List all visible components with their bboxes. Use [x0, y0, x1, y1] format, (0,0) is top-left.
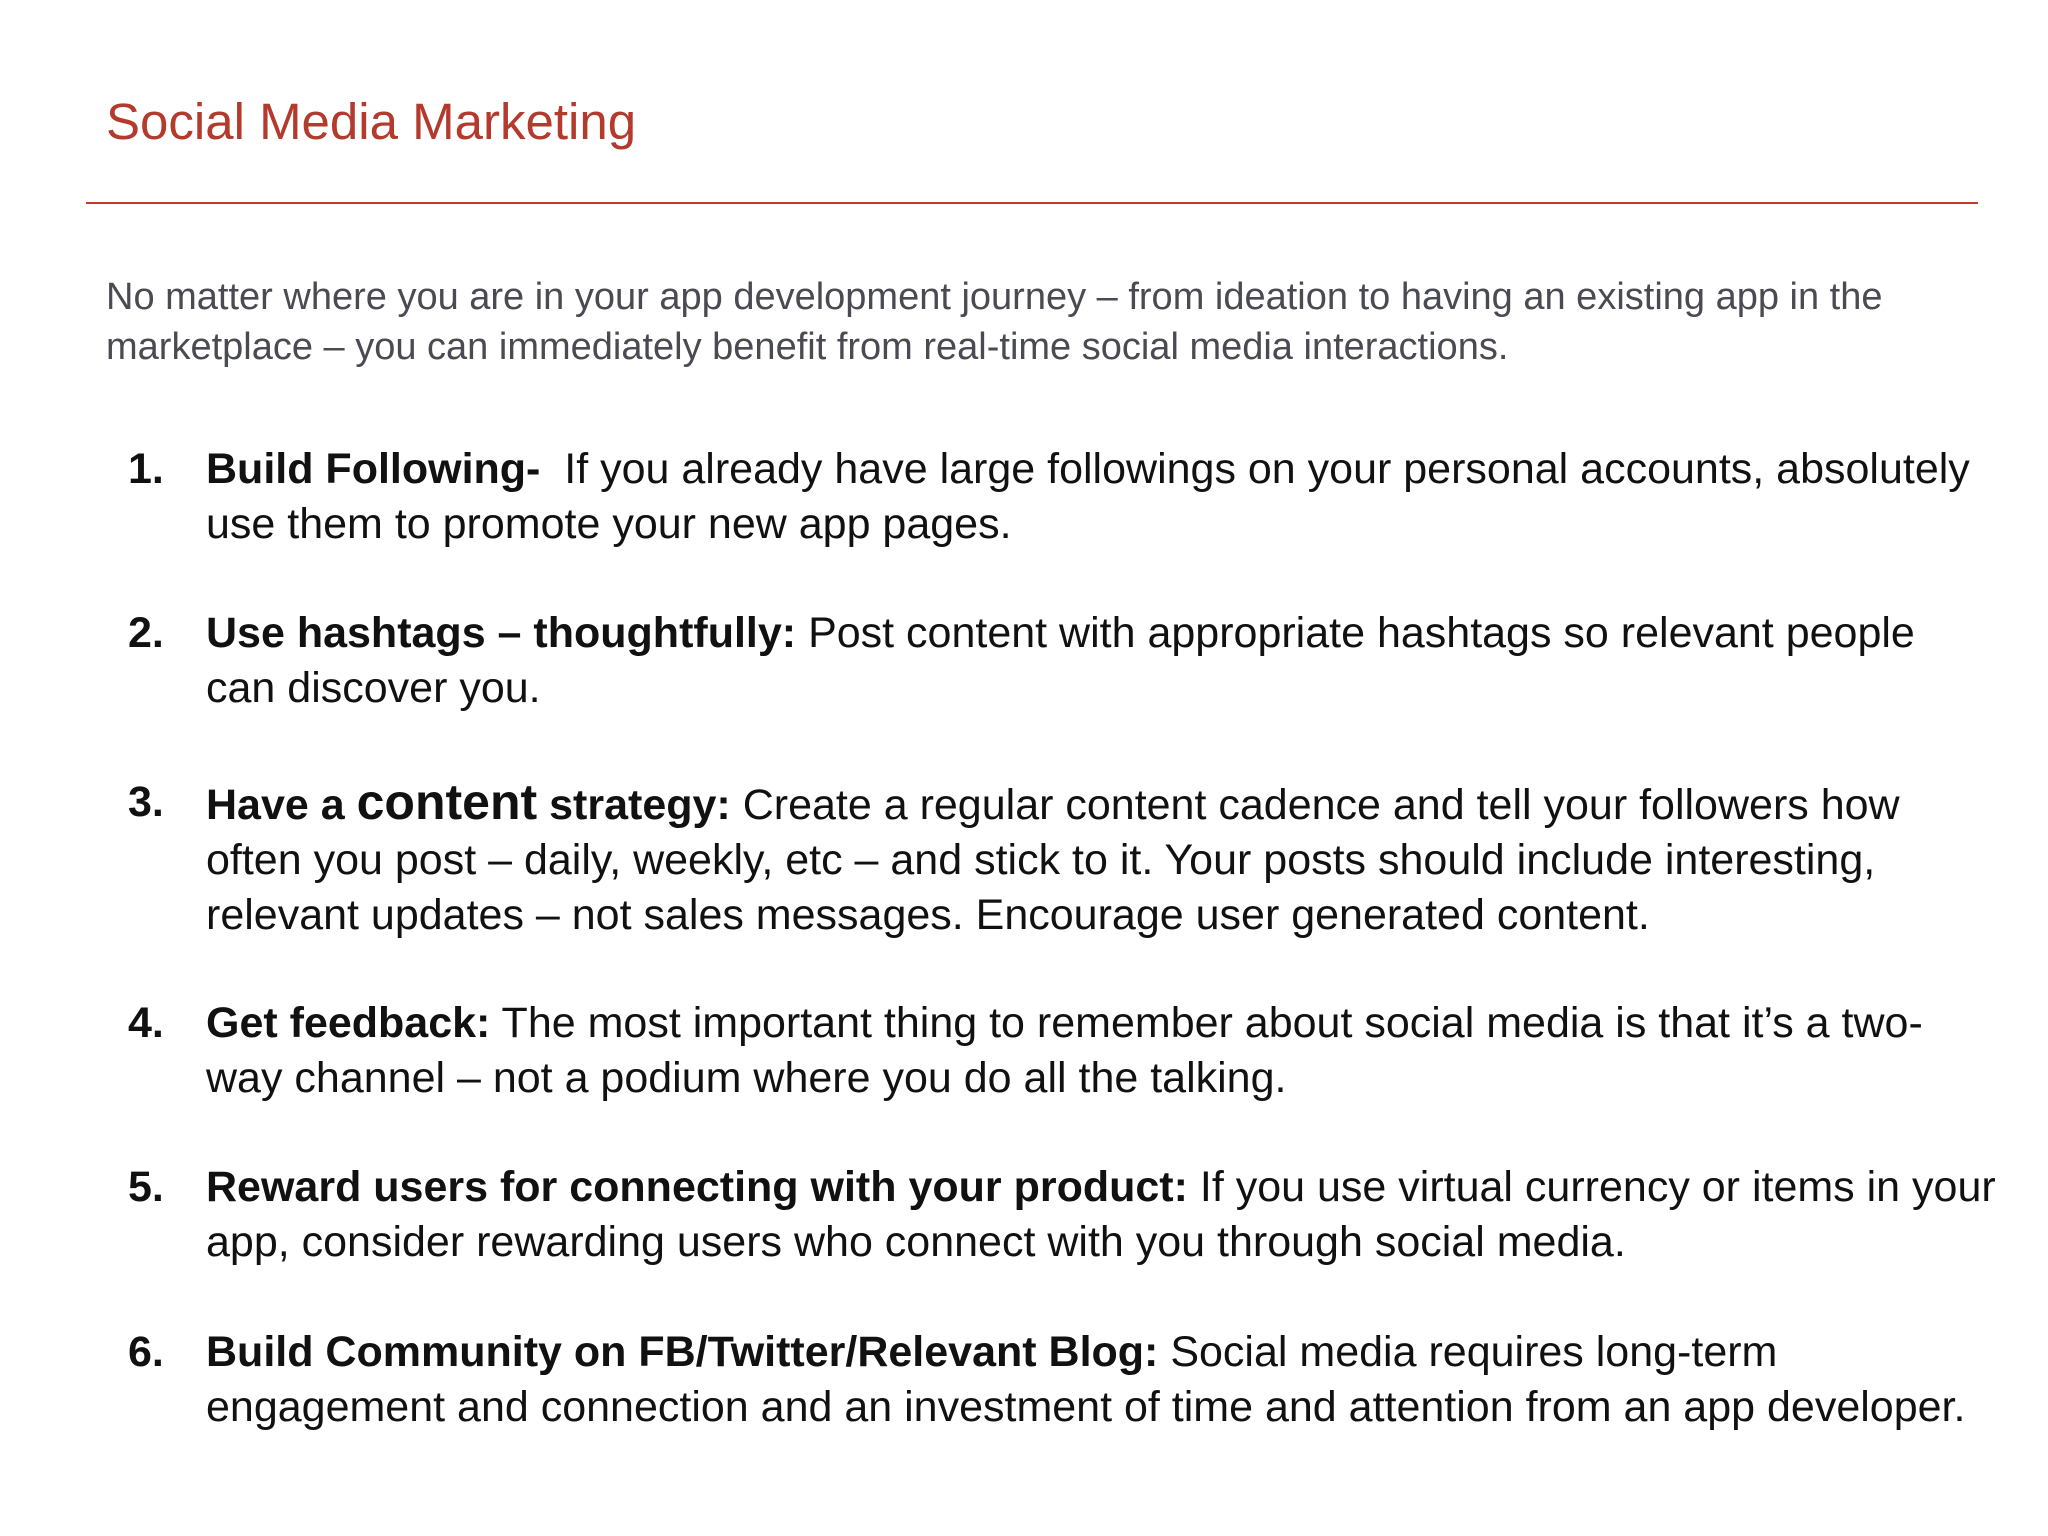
item-number: 1.	[128, 445, 164, 493]
item-heading: Use hashtags – thoughtfully:	[206, 609, 797, 657]
item-body: Post content with appropriate hashtags so relevant people can discover you.	[206, 609, 1915, 712]
intro-paragraph: No matter where you are in your app development journey – from ideation to having an existing app in the marketplace – you can immediately benefit from real-time social media interactions.	[106, 276, 1883, 368]
item-text	[206, 606, 1996, 716]
item-text	[206, 775, 1996, 943]
item-heading: Build Following-	[206, 445, 541, 493]
item-heading: Reward users for connecting with your product:	[206, 1163, 1188, 1211]
item-text	[206, 442, 1996, 552]
item-number: 6.	[128, 1328, 164, 1376]
title-divider	[86, 202, 1978, 204]
item-body: If you already have large followings on your personal accounts, absolutely use them to promote your new app pages.	[206, 445, 1970, 548]
item-number: 5.	[128, 1163, 164, 1211]
item-number: 4.	[128, 999, 164, 1047]
item-body: Social media requires long-term engagement and connection and an investment of time and attention from an app developer.	[206, 1328, 1966, 1431]
item-text	[206, 996, 1996, 1106]
item-heading-post: strategy:	[549, 781, 731, 829]
item-body: Create a regular content cadence and tell your followers how often you post – daily, weekly, etc – and stick to it. Your posts should include interesting, relevant updates – not sales messages. Encourage user generated content.	[206, 781, 1900, 939]
item-heading-pre: Have a	[206, 781, 345, 829]
item-heading: Build Community on FB/Twitter/Relevant Blog:	[206, 1328, 1159, 1376]
item-number: 2.	[128, 609, 164, 657]
item-number: 3.	[128, 778, 164, 826]
item-heading-emphasis: content	[356, 774, 538, 830]
page-title: Social Media Marketing	[106, 93, 637, 150]
item-body: The most important thing to remember about social media is that it’s a two-way channel – not a podium where you do all the talking.	[206, 999, 1923, 1102]
item-text	[206, 1325, 1996, 1435]
item-body: If you use virtual currency or items in your app, consider rewarding users who connect with you through social media.	[206, 1163, 1996, 1266]
item-heading: Get feedback:	[206, 999, 491, 1047]
item-text	[206, 1160, 1996, 1270]
